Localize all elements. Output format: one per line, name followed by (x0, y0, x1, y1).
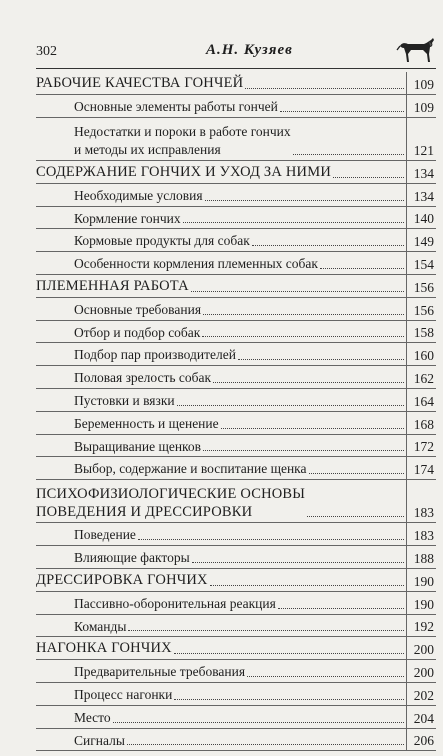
toc-title-line: НАГОНКА ГОНЧИХ (36, 640, 172, 657)
toc-title-line: Место (74, 709, 111, 725)
toc-subsection-title (74, 324, 200, 342)
toc-section-row (36, 72, 436, 95)
toc-section-row (36, 569, 436, 592)
page-number: 302 (36, 44, 57, 59)
toc-subsection-title (74, 732, 125, 750)
toc-title-line: Особенности кормления племенных собак (74, 256, 318, 272)
toc-leader-dots (252, 244, 404, 246)
toc-subsection-row (36, 207, 436, 230)
toc-column-divider (406, 207, 407, 230)
toc-subsection-row (36, 95, 436, 118)
toc-column-divider (406, 637, 407, 660)
toc-leader-dots (192, 561, 404, 563)
toc-subsection-row (36, 615, 436, 638)
toc-leader-dots (307, 515, 404, 517)
toc-leader-dots (278, 607, 404, 609)
toc-column-divider (406, 95, 407, 118)
toc-title-line: Выбор, содержание и воспитание щенка (74, 461, 307, 477)
toc-page-number: 134 (413, 165, 434, 181)
toc-column-divider (406, 480, 407, 523)
toc-subsection-row (36, 343, 436, 366)
toc-title-line: Кормление гончих (74, 210, 181, 226)
toc-subsection-title (74, 369, 211, 387)
toc-page-number: 109 (413, 99, 434, 115)
toc-title-line: Сигналы (74, 732, 125, 748)
toc-subsection-row (36, 184, 436, 207)
toc-subsection-row (36, 321, 436, 344)
toc-subsection-title (74, 98, 278, 116)
toc-page-number: 192 (413, 619, 434, 635)
toc-leader-dots (280, 110, 404, 112)
toc-subsection-row (36, 252, 436, 275)
toc-page-number: 134 (413, 188, 434, 204)
toc-leader-dots (183, 221, 404, 223)
toc-leader-dots (127, 743, 404, 745)
toc-section-title (36, 164, 331, 182)
toc-subsection-row (36, 683, 436, 706)
toc-subsection-title (74, 709, 111, 727)
toc-title-line: Пассивно-оборонительная реакция (74, 595, 276, 611)
toc-title-line: Недостатки и пороки в работе гончих (74, 124, 291, 140)
toc-title-line: Поведение (74, 527, 136, 543)
toc-page-number: 202 (413, 687, 434, 703)
toc-page-number: 156 (413, 279, 434, 295)
toc-page-number: 162 (413, 370, 434, 386)
toc-page-number: 140 (413, 211, 434, 227)
toc-leader-dots (113, 721, 404, 723)
toc-title-line: Кормовые продукты для собак (74, 233, 250, 249)
toc-subsection-row (36, 523, 436, 546)
toc-leader-dots (213, 381, 404, 383)
toc-column-divider (406, 229, 407, 252)
toc-title-line: Влияющие факторы (74, 550, 190, 566)
toc-leader-dots (202, 335, 404, 337)
toc-page-number: 156 (413, 302, 434, 318)
toc-column-divider (406, 435, 407, 458)
toc-column-divider (406, 457, 407, 480)
toc-section-row (36, 637, 436, 660)
toc-column-divider (406, 683, 407, 706)
toc-subsection-row (36, 592, 436, 615)
toc-section-title (36, 278, 189, 296)
toc-page-number: 172 (413, 439, 434, 455)
toc-title-line: Подбор пар производителей (74, 347, 236, 363)
toc-subsection-row (36, 729, 436, 752)
toc-section-title (36, 572, 208, 590)
toc-leader-dots (174, 698, 404, 700)
toc-title-line: Основные элементы работы гончей (74, 98, 278, 114)
toc-page-number: 121 (413, 142, 434, 158)
toc-page-number: 183 (413, 528, 434, 544)
toc-title-line: Выращивание щенков (74, 438, 202, 454)
toc-column-divider (406, 729, 407, 752)
toc-leader-dots (247, 675, 404, 677)
toc-column-divider (406, 161, 407, 184)
toc-subsection-row (36, 457, 436, 480)
toc-subsection-title (74, 392, 175, 410)
toc-column-divider (406, 592, 407, 615)
toc-subsection-row (36, 298, 436, 321)
toc-section-row (36, 275, 436, 298)
toc-leader-dots (238, 358, 404, 360)
toc-leader-dots (245, 87, 404, 89)
toc-leader-dots (203, 449, 404, 451)
toc-title-line: Предварительные требования (74, 664, 246, 680)
toc-column-divider (406, 660, 407, 683)
toc-row-rule (36, 750, 436, 751)
toc-leader-dots (177, 404, 404, 406)
toc-column-divider (406, 252, 407, 275)
toc-subsection-title (74, 618, 126, 636)
toc-title-line: Пустовки и вязки (74, 392, 175, 408)
toc-title-line: Необходимые условия (74, 187, 203, 203)
toc-leader-dots (221, 427, 404, 429)
toc-title-line: Половая зрелость собак (74, 370, 212, 386)
toc-title-line: ПЛЕМЕННАЯ РАБОТА (36, 277, 189, 294)
toc-section-title (36, 486, 305, 522)
page-header (36, 38, 436, 69)
toc-column-divider (406, 321, 407, 344)
toc-leader-dots (191, 290, 404, 292)
toc-leader-dots (320, 267, 404, 269)
toc-leader-dots (138, 538, 404, 540)
toc-leader-dots (210, 584, 404, 586)
toc-subsection-title (74, 415, 219, 433)
toc-title-line-2: ПОВЕДЕНИЯ И ДРЕССИРОВКИ (36, 503, 253, 520)
toc-leader-dots (293, 153, 404, 155)
toc-title-line-2: и методы их исправления (74, 142, 221, 158)
toc-title-line: ДРЕССИРОВКА ГОНЧИХ (36, 572, 208, 589)
toc-page-number: 174 (413, 462, 434, 478)
toc-subsection-title (74, 460, 307, 478)
toc-subsection-row (36, 706, 436, 729)
toc-section-title (36, 75, 243, 93)
toc-leader-dots (128, 629, 404, 631)
toc-subsection-title (74, 232, 250, 250)
toc-page-number: 160 (413, 348, 434, 364)
toc-title-line: Беременность и щенение (74, 415, 219, 431)
toc-column-divider (406, 389, 407, 412)
toc-column-divider (406, 546, 407, 569)
toc-column-divider (406, 412, 407, 435)
toc-page-number: 204 (413, 710, 434, 726)
toc-title-line: РАБОЧИЕ КАЧЕСТВА ГОНЧЕЙ (36, 75, 244, 91)
toc-title-line: Основные требования (74, 301, 202, 317)
toc-column-divider (406, 72, 407, 95)
toc-page-number: 190 (413, 596, 434, 612)
toc-column-divider (406, 366, 407, 389)
toc-page-number: 164 (413, 393, 434, 409)
toc-page-number: 149 (413, 234, 434, 250)
toc-section-row (36, 480, 436, 523)
toc-subsection-title (74, 686, 172, 704)
toc-section-row (36, 161, 436, 184)
toc-subsection-row (36, 660, 436, 683)
toc-page-number: 154 (413, 256, 434, 272)
toc-column-divider (406, 118, 407, 161)
toc-subsection-title (74, 549, 190, 567)
running-title: А.Н. Кузяев (206, 42, 293, 58)
toc-subsection-title (74, 595, 276, 613)
toc-page-number: 200 (413, 642, 434, 658)
toc-leader-dots (174, 652, 404, 654)
toc-leader-dots (205, 199, 404, 201)
toc-page (36, 0, 438, 756)
toc-leader-dots (203, 313, 404, 315)
toc-leader-dots (309, 472, 404, 474)
toc-subsection-row (36, 389, 436, 412)
toc-leader-dots (333, 176, 404, 178)
toc-subsection-row (36, 366, 436, 389)
toc-title-line: Команды (74, 618, 127, 634)
toc-page-number: 168 (413, 416, 434, 432)
toc-page-number: 183 (413, 505, 434, 521)
toc-column-divider (406, 184, 407, 207)
toc-subsection-row (36, 229, 436, 252)
toc-subsection-row (36, 435, 436, 458)
toc-column-divider (406, 615, 407, 638)
toc-column-divider (406, 523, 407, 546)
toc-title-line: Процесс нагонки (74, 687, 173, 703)
toc-subsection-title (74, 255, 318, 273)
toc-page-number: 188 (413, 551, 434, 567)
toc-column-divider (406, 275, 407, 298)
hound-dog-icon (396, 32, 436, 66)
toc-subsection-title (74, 526, 136, 544)
toc-title-line: ПСИХОФИЗИОЛОГИЧЕСКИЕ ОСНОВЫ (36, 485, 306, 502)
toc-subsection-title (74, 663, 245, 681)
toc-page-number: 158 (413, 325, 434, 341)
toc-column-divider (406, 706, 407, 729)
toc-column-divider (406, 569, 407, 592)
toc-page-number: 190 (413, 573, 434, 589)
toc-subsection-title (74, 438, 201, 456)
toc-subsection-title (74, 210, 181, 228)
toc-subsection-title (74, 123, 291, 159)
toc-subsection-row (36, 546, 436, 569)
toc-title-line: СОДЕРЖАНИЕ ГОНЧИХ И УХОД ЗА НИМИ (36, 163, 331, 180)
toc-page-number: 206 (413, 733, 434, 749)
toc-title-line: Отбор и подбор собак (74, 324, 201, 340)
toc-page-number: 109 (413, 76, 434, 92)
toc-subsection-title (74, 301, 201, 319)
toc-column-divider (406, 298, 407, 321)
toc-subsection-title (74, 346, 236, 364)
toc-subsection-row (36, 412, 436, 435)
toc-subsection-title (74, 187, 203, 205)
toc-column-divider (406, 343, 407, 366)
toc-page-number: 200 (413, 665, 434, 681)
toc-section-title (36, 640, 172, 658)
toc-subsection-row (36, 118, 436, 161)
